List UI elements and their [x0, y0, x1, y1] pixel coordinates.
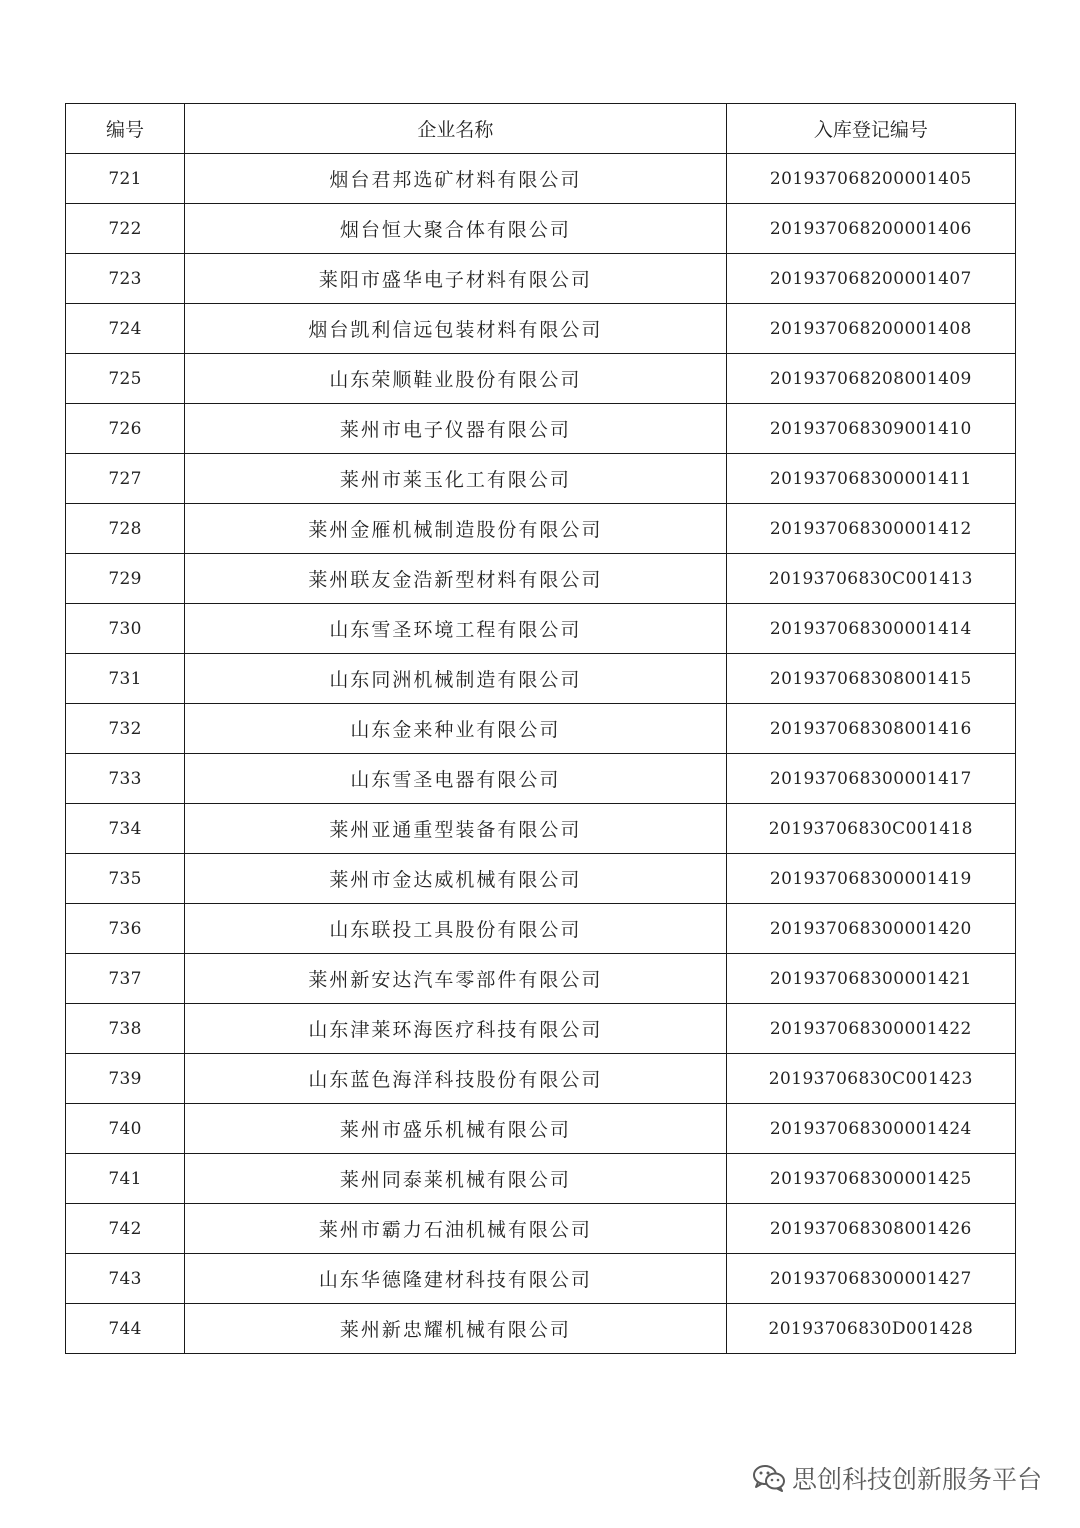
row-number-cell: 733	[66, 754, 185, 804]
row-registration-number-cell: 201937068300001414	[726, 604, 1015, 654]
table-row	[66, 404, 1016, 454]
row-company-name-cell: 莱州金雁机械制造股份有限公司	[185, 504, 727, 554]
row-company-name-cell: 莱州市霸力石油机械有限公司	[185, 1204, 727, 1254]
row-number-cell: 729	[66, 554, 185, 604]
row-registration-number-cell: 201937068300001425	[726, 1154, 1015, 1204]
row-company-name-cell: 莱州市金达威机械有限公司	[185, 854, 727, 904]
table-row	[66, 1104, 1016, 1154]
table-row	[66, 304, 1016, 354]
row-registration-number-cell: 201937068300001422	[726, 1004, 1015, 1054]
row-registration-number-cell: 201937068300001424	[726, 1104, 1015, 1154]
row-number-cell: 739	[66, 1054, 185, 1104]
row-number-cell: 741	[66, 1154, 185, 1204]
row-number-cell: 736	[66, 904, 185, 954]
row-number-cell: 737	[66, 954, 185, 1004]
table-row	[66, 154, 1016, 204]
table-row	[66, 904, 1016, 954]
table-row	[66, 804, 1016, 854]
row-company-name-cell: 莱州市电子仪器有限公司	[185, 404, 727, 454]
row-company-name-cell: 山东华德隆建材科技有限公司	[185, 1254, 727, 1304]
row-number-cell: 738	[66, 1004, 185, 1054]
wechat-icon	[752, 1464, 786, 1492]
row-company-name-cell: 山东雪圣环境工程有限公司	[185, 604, 727, 654]
row-number-cell: 744	[66, 1304, 185, 1354]
row-registration-number-cell: 201937068300001427	[726, 1254, 1015, 1304]
table-row	[66, 504, 1016, 554]
row-registration-number-cell: 201937068308001415	[726, 654, 1015, 704]
row-company-name-cell: 莱州亚通重型装备有限公司	[185, 804, 727, 854]
row-registration-number-cell: 201937068300001420	[726, 904, 1015, 954]
row-registration-number-cell: 201937068200001406	[726, 204, 1015, 254]
row-registration-number-cell: 201937068200001405	[726, 154, 1015, 204]
table-row	[66, 454, 1016, 504]
table-row	[66, 854, 1016, 904]
table-header-row	[66, 104, 1016, 154]
row-number-cell: 724	[66, 304, 185, 354]
header-company-name: 企业名称	[185, 104, 727, 154]
row-company-name-cell: 山东雪圣电器有限公司	[185, 754, 727, 804]
row-registration-number-cell: 20193706830C001413	[726, 554, 1015, 604]
row-number-cell: 743	[66, 1254, 185, 1304]
row-number-cell: 725	[66, 354, 185, 404]
table-row	[66, 554, 1016, 604]
row-registration-number-cell: 201937068308001416	[726, 704, 1015, 754]
table-row	[66, 654, 1016, 704]
table-row	[66, 1004, 1016, 1054]
table-row	[66, 754, 1016, 804]
row-number-cell: 723	[66, 254, 185, 304]
row-registration-number-cell: 201937068308001426	[726, 1204, 1015, 1254]
row-registration-number-cell: 201937068300001412	[726, 504, 1015, 554]
enterprise-registration-table	[65, 103, 1016, 1354]
table-row	[66, 1254, 1016, 1304]
row-company-name-cell: 山东同洲机械制造有限公司	[185, 654, 727, 704]
watermark	[752, 1460, 1042, 1496]
row-company-name-cell: 莱州市盛乐机械有限公司	[185, 1104, 727, 1154]
table-row	[66, 1154, 1016, 1204]
row-company-name-cell: 莱州同泰莱机械有限公司	[185, 1154, 727, 1204]
row-number-cell: 732	[66, 704, 185, 754]
table-header	[66, 104, 1016, 154]
row-registration-number-cell: 201937068300001411	[726, 454, 1015, 504]
row-number-cell: 731	[66, 654, 185, 704]
row-registration-number-cell: 201937068300001419	[726, 854, 1015, 904]
table-row	[66, 1204, 1016, 1254]
row-number-cell: 726	[66, 404, 185, 454]
header-registration-number: 入库登记编号	[726, 104, 1015, 154]
row-company-name-cell: 山东津莱环海医疗科技有限公司	[185, 1004, 727, 1054]
row-number-cell: 742	[66, 1204, 185, 1254]
table-row	[66, 704, 1016, 754]
row-number-cell: 728	[66, 504, 185, 554]
row-number-cell: 722	[66, 204, 185, 254]
row-company-name-cell: 莱阳市盛华电子材料有限公司	[185, 254, 727, 304]
table-row	[66, 254, 1016, 304]
row-number-cell: 730	[66, 604, 185, 654]
row-registration-number-cell: 20193706830C001418	[726, 804, 1015, 854]
row-registration-number-cell: 201937068208001409	[726, 354, 1015, 404]
table-row	[66, 1054, 1016, 1104]
row-registration-number-cell: 201937068200001408	[726, 304, 1015, 354]
row-company-name-cell: 烟台恒大聚合体有限公司	[185, 204, 727, 254]
row-company-name-cell: 山东联投工具股份有限公司	[185, 904, 727, 954]
table-row	[66, 354, 1016, 404]
table-body	[66, 154, 1016, 1354]
row-number-cell: 727	[66, 454, 185, 504]
row-registration-number-cell: 20193706830C001423	[726, 1054, 1015, 1104]
row-number-cell: 740	[66, 1104, 185, 1154]
row-registration-number-cell: 201937068300001421	[726, 954, 1015, 1004]
row-registration-number-cell: 201937068309001410	[726, 404, 1015, 454]
table-row	[66, 954, 1016, 1004]
row-registration-number-cell: 20193706830D001428	[726, 1304, 1015, 1354]
row-company-name-cell: 莱州新忠耀机械有限公司	[185, 1304, 727, 1354]
row-registration-number-cell: 201937068200001407	[726, 254, 1015, 304]
row-company-name-cell: 烟台凯利信远包装材料有限公司	[185, 304, 727, 354]
table-row	[66, 1304, 1016, 1354]
row-number-cell: 735	[66, 854, 185, 904]
header-number: 编号	[66, 104, 185, 154]
watermark-text: 思创科技创新服务平台	[791, 1465, 1042, 1494]
row-company-name-cell: 山东荣顺鞋业股份有限公司	[185, 354, 727, 404]
row-company-name-cell: 烟台君邦选矿材料有限公司	[185, 154, 727, 204]
row-company-name-cell: 山东蓝色海洋科技股份有限公司	[185, 1054, 727, 1104]
row-company-name-cell: 莱州市莱玉化工有限公司	[185, 454, 727, 504]
row-number-cell: 721	[66, 154, 185, 204]
row-company-name-cell: 莱州新安达汽车零部件有限公司	[185, 954, 727, 1004]
table-row	[66, 604, 1016, 654]
row-registration-number-cell: 201937068300001417	[726, 754, 1015, 804]
row-company-name-cell: 莱州联友金浩新型材料有限公司	[185, 554, 727, 604]
row-number-cell: 734	[66, 804, 185, 854]
row-company-name-cell: 山东金来种业有限公司	[185, 704, 727, 754]
table-row	[66, 204, 1016, 254]
